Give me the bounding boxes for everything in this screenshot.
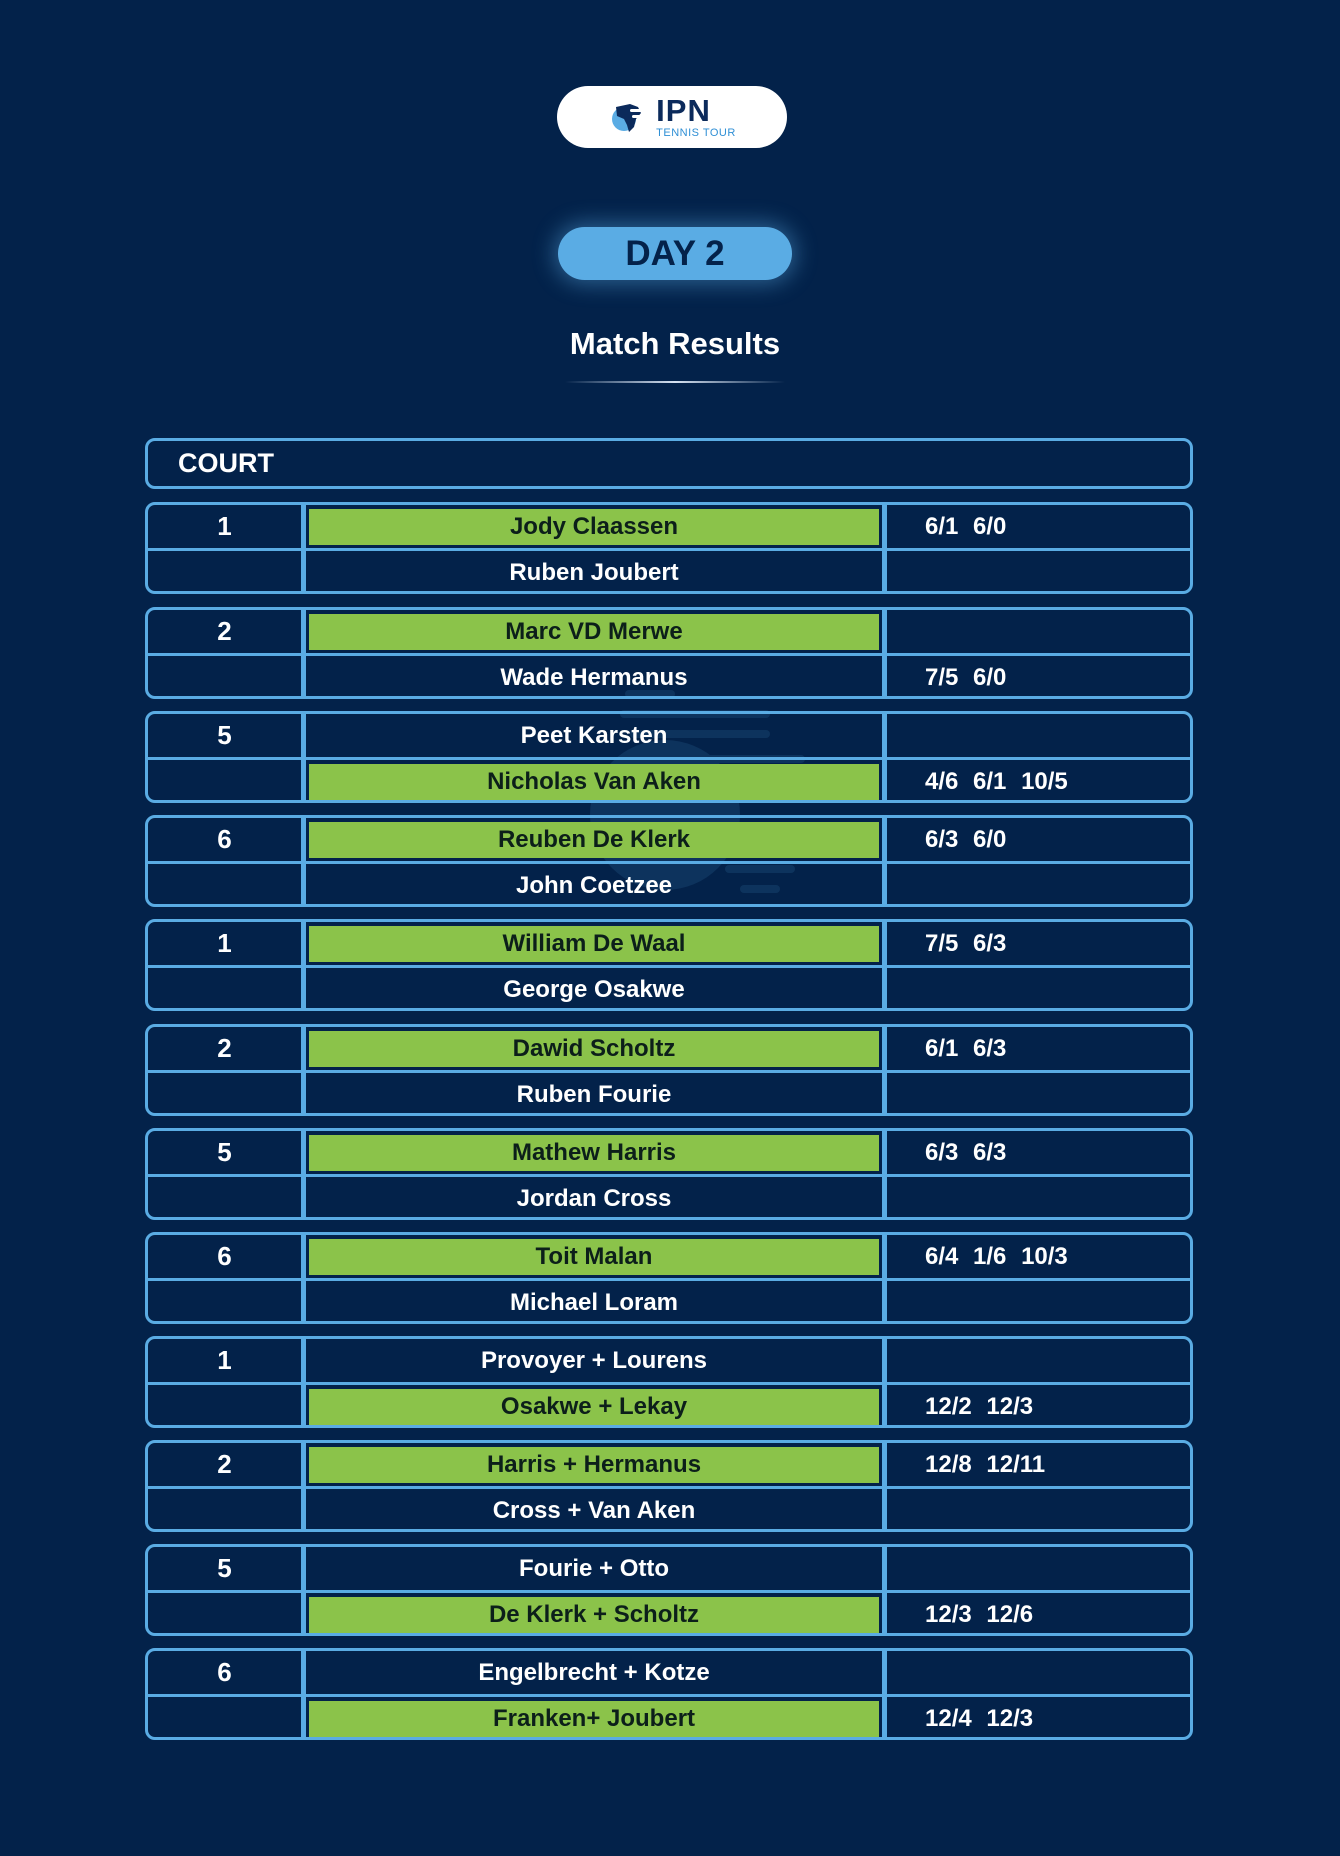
player-row bbox=[148, 1593, 1190, 1636]
court-number: 2 bbox=[217, 1449, 232, 1479]
player-row bbox=[148, 1443, 1190, 1486]
day-badge: DAY 2 bbox=[558, 227, 792, 280]
match-score: 7/5 6/3 bbox=[925, 929, 1007, 957]
player-row bbox=[148, 1235, 1190, 1278]
court-number: 5 bbox=[217, 1553, 232, 1583]
winner-name: William De Waal bbox=[309, 926, 879, 962]
player-row bbox=[148, 818, 1190, 861]
africa-tennis-logo-icon bbox=[608, 97, 648, 137]
match-row bbox=[145, 607, 1193, 699]
logo-name: IPN bbox=[656, 93, 711, 128]
winner-name: De Klerk + Scholtz bbox=[309, 1597, 879, 1633]
winner-name: Marc VD Merwe bbox=[309, 614, 879, 650]
player-name: Cross + Van Aken bbox=[492, 1496, 696, 1524]
player-row bbox=[148, 1073, 1190, 1116]
player-row bbox=[148, 1281, 1190, 1324]
winner-name: Dawid Scholtz bbox=[309, 1031, 879, 1067]
player-row bbox=[148, 1489, 1190, 1532]
winner-name: Toit Malan bbox=[309, 1239, 879, 1275]
ipn-logo bbox=[557, 86, 787, 148]
winner-name: Franken+ Joubert bbox=[309, 1701, 879, 1737]
player-row bbox=[148, 1131, 1190, 1174]
player-row bbox=[148, 1027, 1190, 1070]
match-score: 12/2 12/3 bbox=[925, 1392, 1034, 1420]
player-name: Fourie + Otto bbox=[519, 1554, 669, 1582]
player-name: Ruben Joubert bbox=[509, 558, 679, 586]
winner-name: Osakwe + Lekay bbox=[309, 1389, 879, 1425]
match-score: 12/8 12/11 bbox=[925, 1450, 1046, 1478]
title-underline bbox=[565, 381, 785, 383]
player-name: Engelbrecht + Kotze bbox=[478, 1658, 710, 1686]
player-row bbox=[148, 505, 1190, 548]
player-row bbox=[148, 1547, 1190, 1590]
player-name: Peet Karsten bbox=[520, 721, 668, 749]
winner-name: Harris + Hermanus bbox=[309, 1447, 879, 1483]
court-number: 6 bbox=[217, 1241, 232, 1271]
player-name: Provoyer + Lourens bbox=[480, 1346, 708, 1374]
logo-subtitle: TENNIS TOUR bbox=[656, 127, 736, 139]
player-name: Ruben Fourie bbox=[516, 1080, 672, 1108]
player-name: Michael Loram bbox=[509, 1288, 679, 1316]
match-row bbox=[145, 1232, 1193, 1324]
player-name: Wade Hermanus bbox=[500, 663, 688, 691]
player-row bbox=[148, 551, 1190, 594]
player-row bbox=[148, 864, 1190, 907]
match-score: 4/6 6/1 10/5 bbox=[925, 767, 1068, 795]
page-title: Match Results bbox=[569, 326, 781, 361]
winner-name: Nicholas Van Aken bbox=[309, 764, 879, 800]
court-number: 2 bbox=[217, 616, 232, 646]
match-row bbox=[145, 1440, 1193, 1532]
match-score: 7/5 6/0 bbox=[925, 663, 1007, 691]
match-row bbox=[145, 815, 1193, 907]
player-row bbox=[148, 610, 1190, 653]
court-number: 6 bbox=[217, 1657, 232, 1687]
player-name: George Osakwe bbox=[503, 975, 685, 1003]
player-row bbox=[148, 1177, 1190, 1220]
court-number: 1 bbox=[217, 1345, 232, 1375]
court-number: 5 bbox=[217, 1137, 232, 1167]
court-number: 2 bbox=[217, 1033, 232, 1063]
match-score: 6/1 6/3 bbox=[925, 1034, 1007, 1062]
court-number: 1 bbox=[217, 928, 232, 958]
court-number: 6 bbox=[217, 824, 232, 854]
match-row bbox=[145, 502, 1193, 594]
player-row bbox=[148, 1385, 1190, 1428]
match-row bbox=[145, 919, 1193, 1011]
player-row bbox=[148, 760, 1190, 803]
player-name: Jordan Cross bbox=[516, 1184, 672, 1212]
player-row bbox=[148, 656, 1190, 699]
match-score: 12/3 12/6 bbox=[925, 1600, 1034, 1628]
match-row bbox=[145, 1648, 1193, 1740]
court-number: 1 bbox=[217, 511, 232, 541]
player-row bbox=[148, 714, 1190, 757]
match-row bbox=[145, 1024, 1193, 1116]
player-row bbox=[148, 922, 1190, 965]
player-row bbox=[148, 1697, 1190, 1740]
winner-name: Mathew Harris bbox=[309, 1135, 879, 1171]
match-score: 6/3 6/3 bbox=[925, 1138, 1007, 1166]
winner-name: Jody Claassen bbox=[309, 509, 879, 545]
player-row bbox=[148, 1339, 1190, 1382]
match-score: 6/4 1/6 10/3 bbox=[925, 1242, 1068, 1270]
match-score: 12/4 12/3 bbox=[925, 1704, 1034, 1732]
match-row bbox=[145, 1336, 1193, 1428]
match-score: 6/1 6/0 bbox=[925, 512, 1007, 540]
match-row bbox=[145, 711, 1193, 803]
player-row bbox=[148, 968, 1190, 1011]
court-column-header: COURT bbox=[145, 438, 1193, 489]
player-row bbox=[148, 1651, 1190, 1694]
court-number: 5 bbox=[217, 720, 232, 750]
player-name: John Coetzee bbox=[515, 871, 673, 899]
winner-name: Reuben De Klerk bbox=[309, 822, 879, 858]
match-row bbox=[145, 1128, 1193, 1220]
match-score: 6/3 6/0 bbox=[925, 825, 1007, 853]
match-row bbox=[145, 1544, 1193, 1636]
